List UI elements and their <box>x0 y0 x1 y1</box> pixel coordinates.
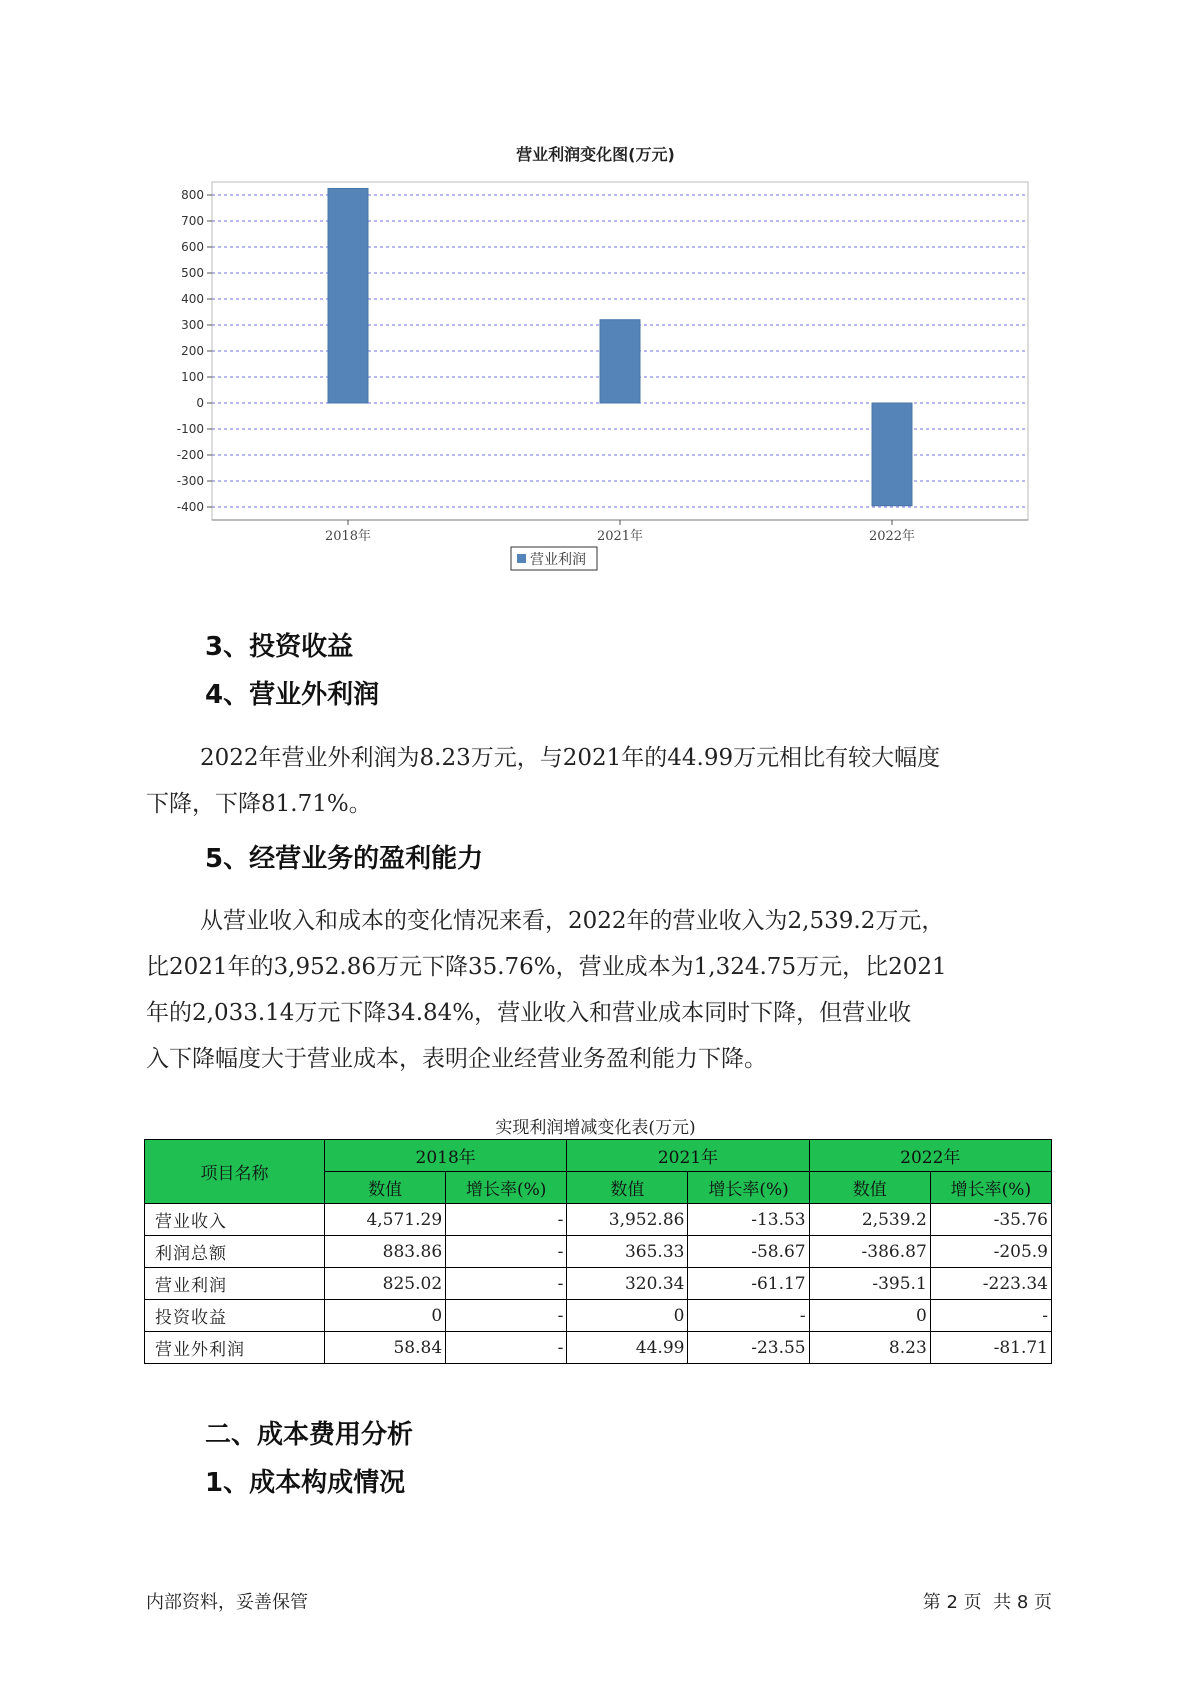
table-cell: 825.02 <box>325 1268 446 1300</box>
table-cell: - <box>930 1300 1051 1332</box>
heading-cost-analysis: 二、成本费用分析 <box>205 1420 414 1450</box>
heading-non-operating-profit: 4、营业外利润 <box>205 680 380 710</box>
table-cell: - <box>446 1236 567 1268</box>
header-value: 数值 <box>567 1172 688 1204</box>
x-tick-label: 2022年 <box>868 529 916 544</box>
y-tick-label: 300 <box>181 318 204 332</box>
row-name: 利润总额 <box>145 1236 325 1268</box>
row-name: 营业利润 <box>145 1268 325 1300</box>
heading-investment-income: 3、投资收益 <box>205 632 354 662</box>
header-year: 2022年 <box>809 1140 1051 1172</box>
table-cell: -223.34 <box>930 1268 1051 1300</box>
profit-change-table <box>144 1139 1052 1364</box>
y-tick-label: -400 <box>176 500 204 514</box>
table-cell: 8.23 <box>809 1332 930 1364</box>
header-rate: 增长率(%) <box>446 1172 567 1204</box>
table-cell: 58.84 <box>325 1332 446 1364</box>
header-rate: 增长率(%) <box>930 1172 1051 1204</box>
table-cell: 0 <box>325 1300 446 1332</box>
table-cell: 2,539.2 <box>809 1204 930 1236</box>
y-tick-label: 0 <box>196 396 204 410</box>
header-year: 2018年 <box>325 1140 567 1172</box>
header-rate: 增长率(%) <box>688 1172 809 1204</box>
y-tick-label: 200 <box>181 344 204 358</box>
y-tick-label: 800 <box>181 188 204 202</box>
y-tick-label: -100 <box>176 422 204 436</box>
paragraph-line: 下降，下降81.71%。 <box>146 791 372 817</box>
table-cell: -58.67 <box>688 1236 809 1268</box>
table-cell: 3,952.86 <box>567 1204 688 1236</box>
paragraph-line: 2022年营业外利润为8.23万元，与2021年的44.99万元相比有较大幅度 <box>200 745 941 771</box>
heading-cost-structure: 1、成本构成情况 <box>205 1468 406 1498</box>
table-cell: - <box>688 1300 809 1332</box>
table-row <box>145 1204 1052 1236</box>
table-row <box>145 1332 1052 1364</box>
table-cell: -395.1 <box>809 1268 930 1300</box>
profit-bar-chart <box>140 170 1040 590</box>
x-tick-label: 2021年 <box>596 529 644 544</box>
row-name: 投资收益 <box>145 1300 325 1332</box>
y-tick-label: 100 <box>181 370 204 384</box>
table-caption: 实现利润增减变化表(万元) <box>495 1118 696 1138</box>
x-tick-label: 2018年 <box>324 529 372 544</box>
row-name: 营业外利润 <box>145 1332 325 1364</box>
y-tick-label: 700 <box>181 214 204 228</box>
y-tick-label: 500 <box>181 266 204 280</box>
header-item-name: 项目名称 <box>145 1140 325 1204</box>
table-row <box>145 1268 1052 1300</box>
paragraph-line: 入下降幅度大于营业成本，表明企业经营业务盈利能力下降。 <box>146 1046 767 1072</box>
table-cell: -81.71 <box>930 1332 1051 1364</box>
table-cell: - <box>446 1332 567 1364</box>
table-row <box>145 1236 1052 1268</box>
bar-2022年 <box>872 403 912 506</box>
y-tick-label: 400 <box>181 292 204 306</box>
legend-swatch <box>517 554 526 563</box>
table-cell: - <box>446 1300 567 1332</box>
header-value: 数值 <box>809 1172 930 1204</box>
table-cell: - <box>446 1204 567 1236</box>
paragraph-profitability <box>146 898 1066 1082</box>
footer-page-number: 第 2 页 共 8 页 <box>922 1592 1052 1613</box>
table-cell: -23.55 <box>688 1332 809 1364</box>
table-cell: -13.53 <box>688 1204 809 1236</box>
table-cell: 365.33 <box>567 1236 688 1268</box>
chart-title: 营业利润变化图(万元) <box>516 145 675 164</box>
table-cell: -61.17 <box>688 1268 809 1300</box>
header-value: 数值 <box>325 1172 446 1204</box>
table-row <box>145 1300 1052 1332</box>
table-cell: -205.9 <box>930 1236 1051 1268</box>
table-cell: 44.99 <box>567 1332 688 1364</box>
paragraph-non-operating-profit <box>146 735 1066 827</box>
footer-confidential-note: 内部资料，妥善保管 <box>146 1592 308 1613</box>
heading-profitability: 5、经营业务的盈利能力 <box>205 844 484 874</box>
row-name: 营业收入 <box>145 1204 325 1236</box>
header-year: 2021年 <box>567 1140 809 1172</box>
paragraph-line: 比2021年的3,952.86万元下降35.76%，营业成本为1,324.75万元，比2021 <box>146 954 947 980</box>
bar-2018年 <box>328 188 368 403</box>
table-cell: 883.86 <box>325 1236 446 1268</box>
y-tick-label: -200 <box>176 448 204 462</box>
paragraph-line: 从营业收入和成本的变化情况来看，2022年的营业收入为2,539.2万元， <box>200 908 945 934</box>
paragraph-line: 年的2,033.14万元下降34.84%，营业收入和营业成本同时下降，但营业收 <box>146 1000 912 1026</box>
bar-2021年 <box>600 320 640 403</box>
table-cell: -35.76 <box>930 1204 1051 1236</box>
y-tick-label: 600 <box>181 240 204 254</box>
table-cell: - <box>446 1268 567 1300</box>
y-tick-label: -300 <box>176 474 204 488</box>
legend-label: 营业利润 <box>530 552 586 568</box>
table-cell: -386.87 <box>809 1236 930 1268</box>
table-cell: 0 <box>567 1300 688 1332</box>
table-cell: 4,571.29 <box>325 1204 446 1236</box>
table-cell: 320.34 <box>567 1268 688 1300</box>
table-cell: 0 <box>809 1300 930 1332</box>
